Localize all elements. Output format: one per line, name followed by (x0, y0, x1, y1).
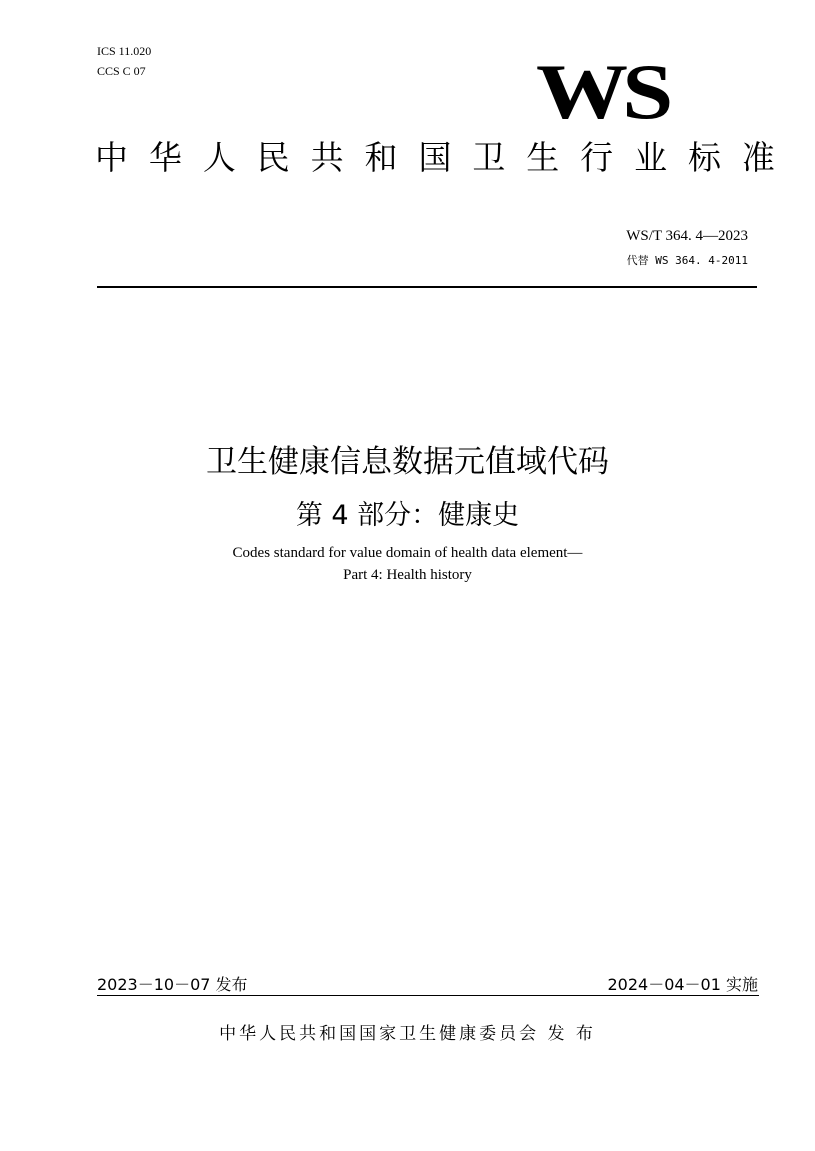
standard-number: WS/T 364. 4—2023 (626, 228, 748, 244)
issue-date: 2023－10－07 发布 (97, 975, 248, 994)
org-title-char: 卫 (472, 138, 506, 177)
org-title-char: 中 (95, 138, 128, 177)
implementation-date: 2024－04－01 实施 (607, 975, 758, 994)
org-title-char: 人 (202, 138, 236, 177)
org-title-char: 生 (526, 138, 560, 177)
ics-code: ICS 11.020 (97, 44, 152, 58)
replaces-standard: 代替 WS 364. 4-2011 (626, 254, 748, 267)
org-title-char: 准 (741, 138, 775, 177)
org-title-char: 华 (148, 138, 182, 177)
ws-logo: WS (536, 48, 668, 135)
document-subtitle: 第 4 部分：健康史 (295, 500, 520, 531)
org-title-char: 业 (634, 138, 668, 177)
footer-divider (97, 995, 759, 996)
org-title-char: 民 (256, 138, 290, 177)
org-title-char: 行 (580, 138, 614, 177)
document-title: 卫生健康信息数据元值域代码 (206, 444, 609, 480)
ccs-code: CCS C 07 (97, 64, 146, 78)
org-title-char: 共 (310, 138, 344, 177)
english-subtitle: Part 4: Health history (343, 567, 472, 583)
org-title-char: 国 (418, 138, 452, 177)
org-title-char: 和 (364, 138, 398, 177)
classification-block (97, 41, 151, 81)
industry-standard-title (95, 136, 775, 180)
publisher: 中华人民共和国国家卫生健康委员会 发 布 (219, 1024, 596, 1044)
header-divider (97, 286, 757, 288)
org-title-char: 标 (687, 138, 721, 177)
english-title: Codes standard for value domain of health data element— (232, 545, 583, 561)
